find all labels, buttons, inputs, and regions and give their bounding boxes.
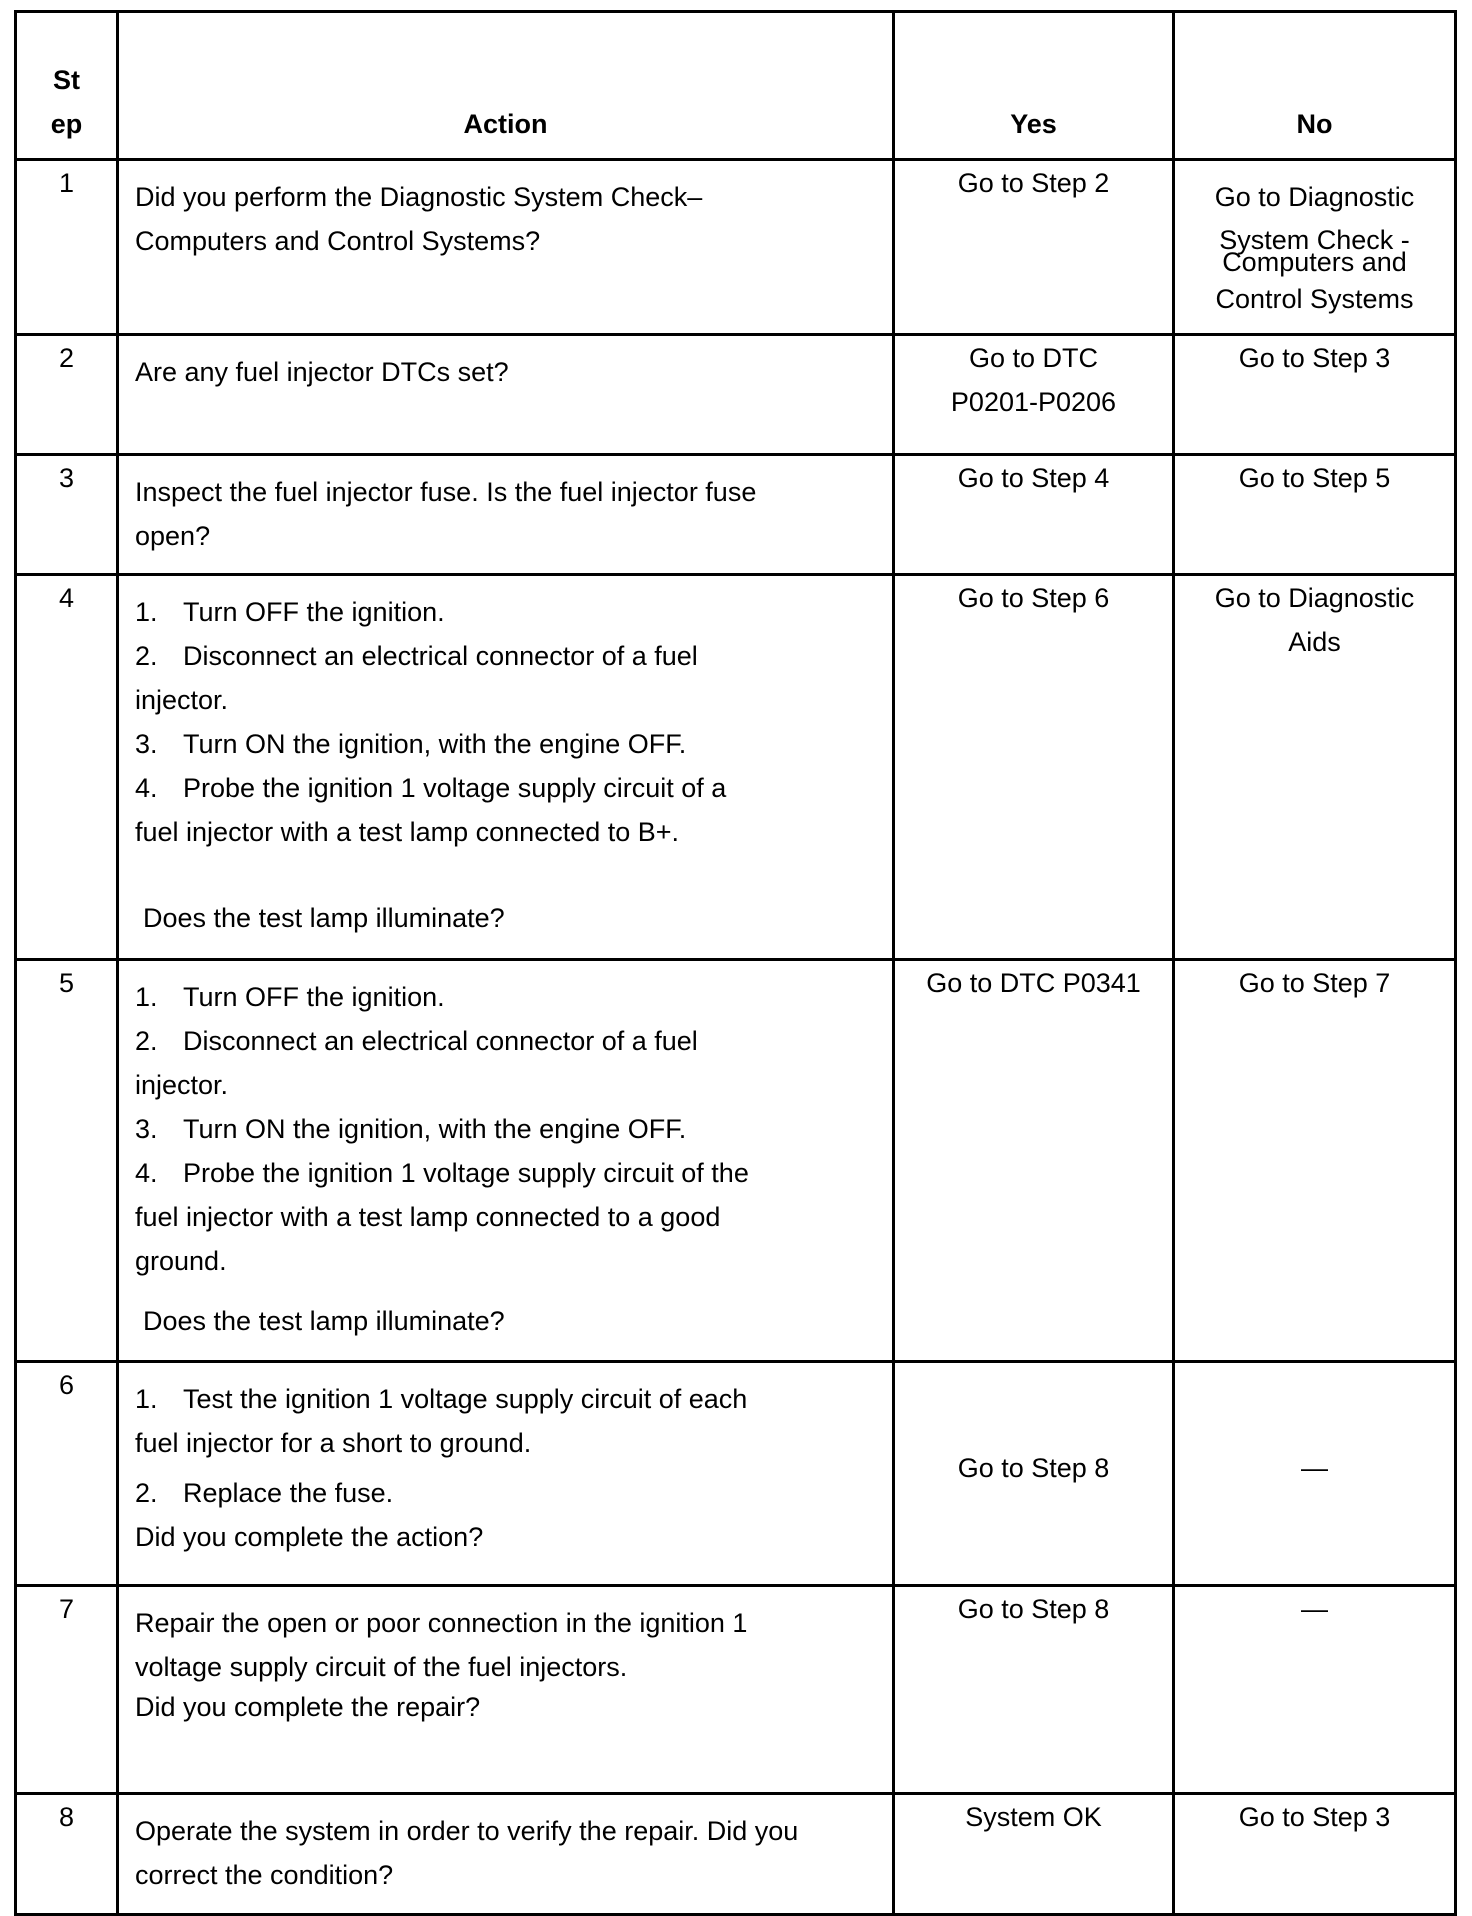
action-cell [118, 335, 894, 455]
no-text: Go to Diagnostic [1214, 583, 1415, 613]
step-number: 1 [16, 160, 118, 335]
list-item: 1. Turn OFF the ignition. [135, 982, 445, 1012]
action-text: Are any fuel injector DTCs set? [135, 357, 509, 387]
list-item: 1. Turn OFF the ignition. [135, 597, 445, 627]
action-header: Action [118, 12, 894, 160]
action-text: Computers and Control Systems? [135, 226, 541, 256]
yes-cell: Go to Step 8 [894, 1362, 1174, 1586]
action-text: voltage supply circuit of the fuel injectors. [135, 1652, 628, 1682]
yes-text: P0201-P0206 [950, 387, 1117, 417]
list-item: 3. Turn ON the ignition, with the engine OFF. [135, 729, 687, 759]
no-cell [1174, 160, 1456, 335]
yes-cell: Go to Step 2 [894, 160, 1174, 335]
list-item: 4. Probe the ignition 1 voltage supply circuit of a [135, 773, 727, 803]
step-header-line2: ep [50, 109, 83, 139]
list-item-continuation: fuel injector with a test lamp connected to a good [135, 1202, 721, 1232]
step-number: 4 [16, 575, 118, 960]
yes-cell: Go to Step 8 [894, 1586, 1174, 1794]
action-cell [118, 1794, 894, 1915]
no-text: Go to Diagnostic [1214, 182, 1415, 212]
action-text: Operate the system in order to verify the repair. Did you [135, 1816, 799, 1846]
table-row [16, 960, 1456, 1362]
no-text: Control Systems [1215, 284, 1414, 314]
list-item: 2. Disconnect an electrical connector of a fuel [135, 1026, 698, 1056]
table-row [16, 335, 1456, 455]
no-cell [1174, 575, 1456, 960]
no-cell: Go to Step 7 [1174, 960, 1456, 1362]
table-row [16, 1586, 1456, 1794]
yes-cell [894, 335, 1174, 455]
no-cell: — [1174, 1362, 1456, 1586]
step-header-line1: St [53, 65, 80, 95]
no-cell: Go to Step 3 [1174, 335, 1456, 455]
action-text: Did you perform the Diagnostic System Check– [135, 182, 703, 212]
question-text: Does the test lamp illuminate? [143, 1306, 505, 1336]
action-cell [118, 455, 894, 575]
list-item: 2. Replace the fuse. [135, 1478, 394, 1508]
action-cell [118, 960, 894, 1362]
action-text: Repair the open or poor connection in the ignition 1 [135, 1608, 748, 1638]
yes-cell: Go to DTC P0341 [894, 960, 1174, 1362]
step-number: 2 [16, 335, 118, 455]
spacer [135, 1283, 874, 1299]
list-item-continuation: fuel injector with a test lamp connected to B+. [135, 817, 680, 847]
list-item: 3. Turn ON the ignition, with the engine OFF. [135, 1114, 687, 1144]
yes-text: Go to DTC [968, 343, 1099, 373]
action-text: Inspect the fuel injector fuse. Is the fuel injector fuse [135, 477, 757, 507]
question-text: Does the test lamp illuminate? [143, 903, 505, 933]
list-item-continuation: ground. [135, 1246, 227, 1276]
header-row [16, 12, 1456, 160]
no-text: Computers and [1222, 247, 1407, 277]
diagnostic-table [14, 10, 1457, 1916]
action-cell [118, 575, 894, 960]
yes-cell: Go to Step 4 [894, 455, 1174, 575]
step-number: 6 [16, 1362, 118, 1586]
step-number: 3 [16, 455, 118, 575]
list-item: 1. Test the ignition 1 voltage supply circuit of each [135, 1384, 748, 1414]
action-text: correct the condition? [135, 1860, 394, 1890]
no-cell: — [1174, 1586, 1456, 1794]
table-row [16, 455, 1456, 575]
table-row [16, 1362, 1456, 1586]
action-cell [118, 1362, 894, 1586]
list-item: 4. Probe the ignition 1 voltage supply circuit of the [135, 1158, 749, 1188]
action-text: open? [135, 521, 211, 551]
step-header [16, 12, 118, 160]
list-item: 2. Disconnect an electrical connector of a fuel [135, 641, 698, 671]
action-cell [118, 1586, 894, 1794]
table-row [16, 575, 1456, 960]
no-cell: Go to Step 5 [1174, 455, 1456, 575]
list-item-continuation: injector. [135, 685, 229, 715]
step-number: 7 [16, 1586, 118, 1794]
action-cell [118, 160, 894, 335]
yes-cell: System OK [894, 1794, 1174, 1915]
no-header: No [1174, 12, 1456, 160]
question-text: Did you complete the action? [135, 1522, 484, 1552]
step-number: 5 [16, 960, 118, 1362]
list-item-continuation: injector. [135, 1070, 229, 1100]
no-text: System Check - [1219, 225, 1410, 255]
table-row [16, 160, 1456, 335]
yes-header: Yes [894, 12, 1174, 160]
step-number: 8 [16, 1794, 118, 1915]
action-text: Did you complete the repair? [135, 1692, 481, 1722]
no-cell: Go to Step 3 [1174, 1794, 1456, 1915]
no-text: Aids [1288, 627, 1341, 657]
list-item-continuation: fuel injector for a short to ground. [135, 1428, 532, 1458]
spacer [135, 854, 874, 896]
table-row [16, 1794, 1456, 1915]
yes-cell: Go to Step 6 [894, 575, 1174, 960]
